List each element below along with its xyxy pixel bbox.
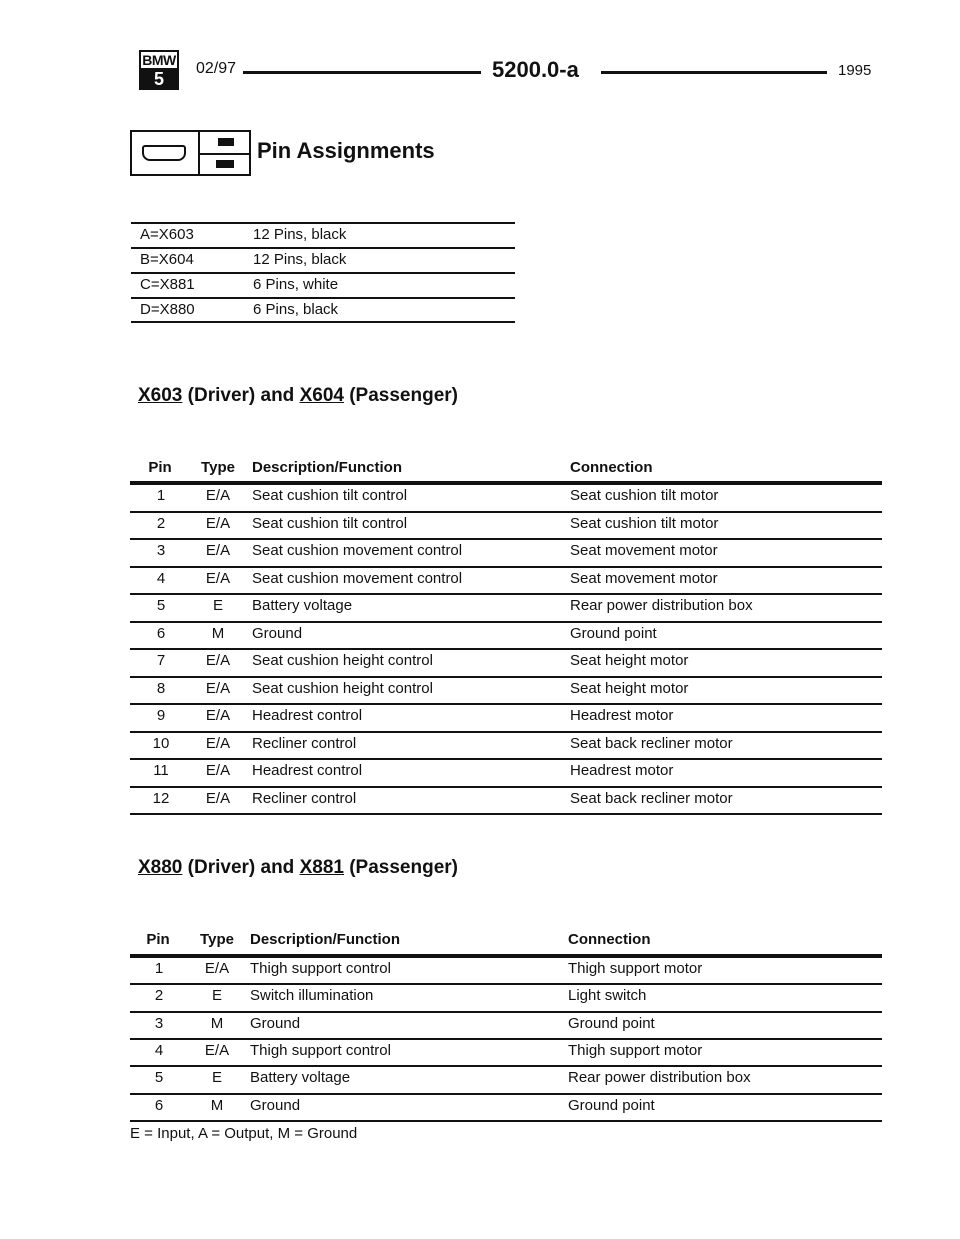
pin-number: 4 [154,1041,164,1059]
pin-number: 5 [154,1069,164,1087]
pin-connection: Seat back recliner motor [570,789,733,807]
pin-description: Recliner control [252,789,357,807]
pin-description: Thigh support control [250,1041,391,1059]
column-header-pin: Pin [146,931,170,948]
pin-connection: Ground point [568,1014,655,1032]
connector-code: X881 [299,857,344,878]
pin-connection: Seat back recliner motor [570,734,733,752]
pin-number: 6 [154,1096,164,1114]
row-divider [130,813,882,815]
pin-connection: Headrest motor [570,707,674,724]
table-rule [130,954,882,958]
row-divider [130,566,882,568]
pin-connection: Rear power distribution box [570,597,753,614]
connector-id: B=X604 [140,251,194,268]
pin-number: 12 [152,789,170,807]
pin-type: E/A [205,652,231,669]
document-id: 5200.0-a [492,57,579,82]
page-title: Pin Assignments [257,138,435,163]
pin-number: 2 [154,987,164,1005]
column-header-description: Description/Function [252,459,402,476]
table-rule [130,481,882,485]
legend-note: E = Input, A = Output, M = Ground [130,1125,358,1142]
pin-connection: Headrest motor [570,762,674,779]
pin-type: E/A [204,960,230,977]
pin-type: E/A [205,569,231,587]
connector-desc: 6 Pins, white [253,276,339,293]
connector-desc: 6 Pins, black [253,301,339,318]
row-divider [130,621,882,623]
pin-connection: Thigh support motor [568,1041,703,1059]
pin-number: 2 [156,514,166,532]
column-header-description: Description/Function [250,931,400,948]
connector-code: X603 [138,385,183,406]
pin-description: Seat cushion movement control [252,569,463,587]
column-header-connection: Connection [568,931,651,948]
column-header-type: Type [200,931,234,948]
pin-number: 1 [154,960,164,977]
pin-description: Battery voltage [252,597,353,614]
column-header-type: Type [201,459,235,476]
pin-description: Seat cushion tilt control [252,487,408,504]
pin-type: E/A [205,514,231,532]
pin-type: E/A [205,707,231,724]
pin-description: Ground [252,624,303,642]
pin-number: 11 [153,762,169,779]
row-divider [130,758,882,760]
pin-connection: Ground point [568,1096,655,1114]
pin-number: 4 [156,569,166,587]
pin-description: Battery voltage [250,1069,351,1087]
pin-description: Seat cushion movement control [252,542,463,559]
pin-connection: Thigh support motor [568,960,703,977]
header-year: 1995 [838,62,872,79]
row-divider [130,731,882,733]
pin-description: Ground [250,1096,301,1114]
header-date: 02/97 [196,60,237,77]
pin-type: E/A [205,542,231,559]
pin-number: 3 [154,1014,164,1032]
pin-connection: Ground point [570,624,657,642]
pin-number: 6 [156,624,166,642]
pin-type: M [210,1014,224,1032]
pin-description: Switch illumination [250,987,374,1005]
pin-connection: Light switch [568,987,647,1005]
row-divider [130,1093,882,1095]
connector-code: X880 [138,857,183,878]
pin-number: 10 [152,734,170,752]
pin-type: M [210,1096,224,1114]
pin-number: 7 [156,652,166,669]
pin-type: E/A [205,487,231,504]
pin-connection: Rear power distribution box [568,1069,751,1087]
pin-description: Recliner control [252,734,357,752]
connector-desc: 12 Pins, black [253,251,347,268]
header-rule-left [243,71,481,74]
pin-number: 8 [156,679,166,697]
bmw-5-series-logo [139,50,179,90]
row-divider [130,1038,882,1040]
column-header-connection: Connection [570,459,653,476]
pin-number: 9 [156,707,166,724]
pin-type: M [211,624,225,642]
pin-connection: Seat height motor [570,652,689,669]
pin-connection: Seat movement motor [570,542,718,559]
pin-number: 1 [156,487,166,504]
table2-heading: X880 (Driver) and X881 (Passenger) [138,857,458,878]
connector-code: X604 [299,385,344,406]
pin-description: Seat cushion tilt control [252,514,408,532]
row-divider [130,593,882,595]
pin-type: E/A [205,762,231,779]
pin-number: 5 [156,597,166,614]
table1-heading: X603 (Driver) and X604 (Passenger) [138,385,458,406]
logo-series-text: 5 [141,70,177,88]
connector-id: C=X881 [140,276,195,293]
pin-description: Headrest control [252,707,363,724]
row-divider [130,1120,882,1122]
row-divider [130,1011,882,1013]
connector-pin-icon [130,130,251,176]
pin-description: Headrest control [252,762,363,779]
connector-plug-icon [142,145,186,161]
pin-type: E/A [204,1041,230,1059]
pin-type: E [211,1069,222,1087]
connector-desc: 12 Pins, black [253,226,347,243]
row-divider [130,676,882,678]
pin-type: E/A [205,679,231,697]
pin-type: E/A [205,789,231,807]
row-divider [130,511,882,513]
connector-id: D=X880 [140,301,195,318]
pin-connection: Seat cushion tilt motor [570,514,719,532]
row-divider [130,1065,882,1067]
pin-connection: Seat cushion tilt motor [570,487,719,504]
column-header-pin: Pin [148,459,172,476]
pin-description: Thigh support control [250,960,391,977]
pin-description: Seat cushion height control [252,679,433,697]
pin-description: Ground [250,1014,301,1032]
row-divider [130,538,882,540]
pin-connection: Seat movement motor [570,569,718,587]
row-divider [130,983,882,985]
header-rule-right [601,71,827,74]
pin-type: E [212,597,223,614]
row-divider [130,703,882,705]
pin-connection: Seat height motor [570,679,689,697]
row-divider [130,786,882,788]
logo-brand-text: BMW [142,52,176,68]
pin-type: E [211,987,222,1005]
row-divider [130,648,882,650]
connector-id: A=X603 [140,226,194,243]
pin-description: Seat cushion height control [252,652,433,669]
pin-number: 3 [156,542,166,559]
pin-type: E/A [205,734,231,752]
